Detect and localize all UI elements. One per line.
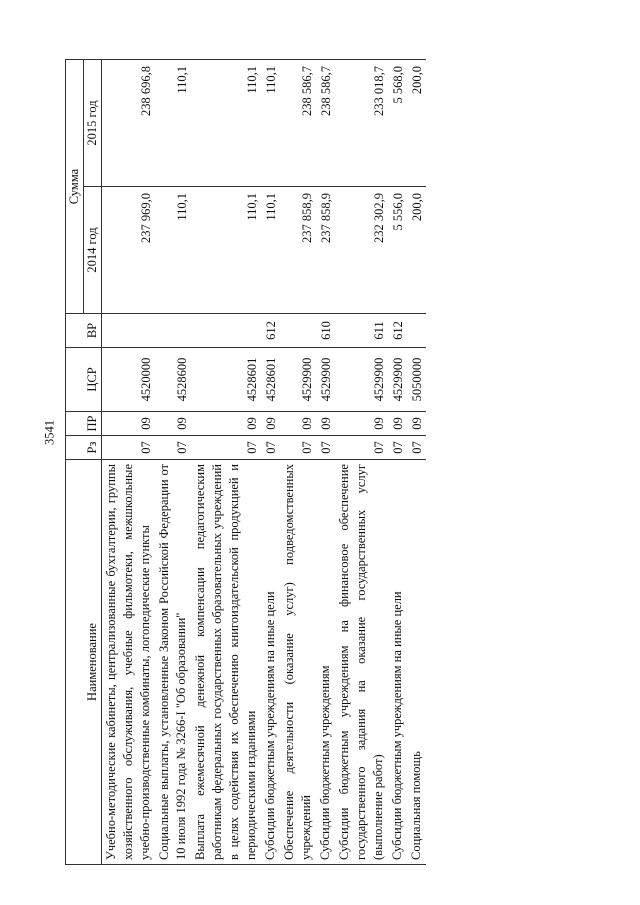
- row-2015: 110,1: [191, 60, 261, 187]
- row-vr: 611: [335, 314, 388, 348]
- row-csr: 4528601: [261, 348, 280, 412]
- row-2014: 5 556,0: [388, 187, 407, 314]
- row-rz: 07: [335, 436, 388, 460]
- row-csr: 4529900: [316, 348, 335, 412]
- row-rz: 07: [280, 436, 316, 460]
- row-name: Социальная помощь: [407, 460, 426, 865]
- row-pr: 09: [388, 412, 407, 436]
- row-name: Учебно-методические кабинеты, централизованные бухгалтерии, группы хозяйственного обслуживания, учебные фильмотеки, межшкольные учебно-производственные комбинаты, логопедические пункты: [102, 460, 156, 865]
- row-rz: 07: [316, 436, 335, 460]
- header-2014: 2014 год: [84, 187, 102, 314]
- row-2014: 237 969,0: [102, 187, 156, 314]
- row-csr: 4528600: [155, 348, 191, 412]
- header-csr: ЦСР: [66, 348, 102, 412]
- table-row: [388, 60, 407, 865]
- row-name: Субсидии бюджетным учреждениям: [316, 460, 335, 865]
- header-name: Наименование: [66, 460, 102, 865]
- table-row: [102, 60, 156, 865]
- table-row: [407, 60, 426, 865]
- row-name: Выплата ежемесячной денежной компенсации педагогическим работникам федеральных государственных образовательных учреждений в целях содействия их обеспечению книгоиздательской продукцией и периодическими изданиями: [191, 460, 261, 865]
- row-name: Субсидии бюджетным учреждениям на финансовое обеспечение государственного задания на оказание государственных услуг (выполнение работ): [335, 460, 388, 865]
- budget-table-rotated: [65, 60, 600, 865]
- row-vr: 612: [388, 314, 407, 348]
- row-pr: 09: [407, 412, 426, 436]
- row-pr: 09: [335, 412, 388, 436]
- row-csr: 4528601: [191, 348, 261, 412]
- table-row: [191, 60, 261, 865]
- row-2014: 237 858,9: [280, 187, 316, 314]
- row-csr: 5050000: [407, 348, 426, 412]
- row-2015: 5 568,0: [388, 60, 407, 187]
- row-pr: 09: [261, 412, 280, 436]
- row-vr: 612: [261, 314, 280, 348]
- row-2015: 110,1: [261, 60, 280, 187]
- table-row: [335, 60, 388, 865]
- row-vr: [280, 314, 316, 348]
- row-2015: 233 018,7: [335, 60, 388, 187]
- table-row: [316, 60, 335, 865]
- table-body: [102, 60, 427, 865]
- row-2014: 110,1: [191, 187, 261, 314]
- row-rz: 07: [155, 436, 191, 460]
- row-2015: 110,1: [155, 60, 191, 187]
- header-sum: Сумма: [66, 60, 84, 314]
- row-pr: 09: [102, 412, 156, 436]
- row-pr: 09: [155, 412, 191, 436]
- row-2015: 238 586,7: [280, 60, 316, 187]
- table-row: [155, 60, 191, 865]
- row-pr: 09: [280, 412, 316, 436]
- row-pr: 09: [316, 412, 335, 436]
- row-csr: 4529900: [388, 348, 407, 412]
- row-name: Субсидии бюджетным учреждениям на иные цели: [261, 460, 280, 865]
- table-header: [66, 60, 102, 865]
- row-rz: 07: [388, 436, 407, 460]
- row-pr: 09: [191, 412, 261, 436]
- table-row: [280, 60, 316, 865]
- row-vr: 610: [316, 314, 335, 348]
- row-csr: 4529900: [335, 348, 388, 412]
- budget-table: [65, 59, 426, 865]
- table-row: [261, 60, 280, 865]
- row-csr: 4529900: [280, 348, 316, 412]
- row-name: Субсидии бюджетным учреждениям на иные цели: [388, 460, 407, 865]
- row-vr: [102, 314, 156, 348]
- row-name: Обеспечение деятельности (оказание услуг) подведомственных учреждений: [280, 460, 316, 865]
- page-number: 3541: [42, 420, 57, 445]
- header-vr: ВР: [66, 314, 102, 348]
- row-vr: [155, 314, 191, 348]
- row-csr: 4520000: [102, 348, 156, 412]
- row-name: Социальные выплаты, установленные Законом Российской Федерации от 10 июля 1992 года № 3266-I "Об образовании": [155, 460, 191, 865]
- row-2015: 238 586,7: [316, 60, 335, 187]
- row-2015: 238 696,8: [102, 60, 156, 187]
- row-2014: 237 858,9: [316, 187, 335, 314]
- row-2015: 200,0: [407, 60, 426, 187]
- row-2014: 110,1: [261, 187, 280, 314]
- row-2014: 110,1: [155, 187, 191, 314]
- row-rz: 07: [102, 436, 156, 460]
- row-2014: 200,0: [407, 187, 426, 314]
- row-2014: 232 302,9: [335, 187, 388, 314]
- row-vr: [407, 314, 426, 348]
- header-rz: Рз: [66, 436, 102, 460]
- row-rz: 07: [407, 436, 426, 460]
- row-rz: 07: [191, 436, 261, 460]
- row-rz: 07: [261, 436, 280, 460]
- header-2015: 2015 год: [84, 60, 102, 187]
- header-pr: ПР: [66, 412, 102, 436]
- row-vr: [191, 314, 261, 348]
